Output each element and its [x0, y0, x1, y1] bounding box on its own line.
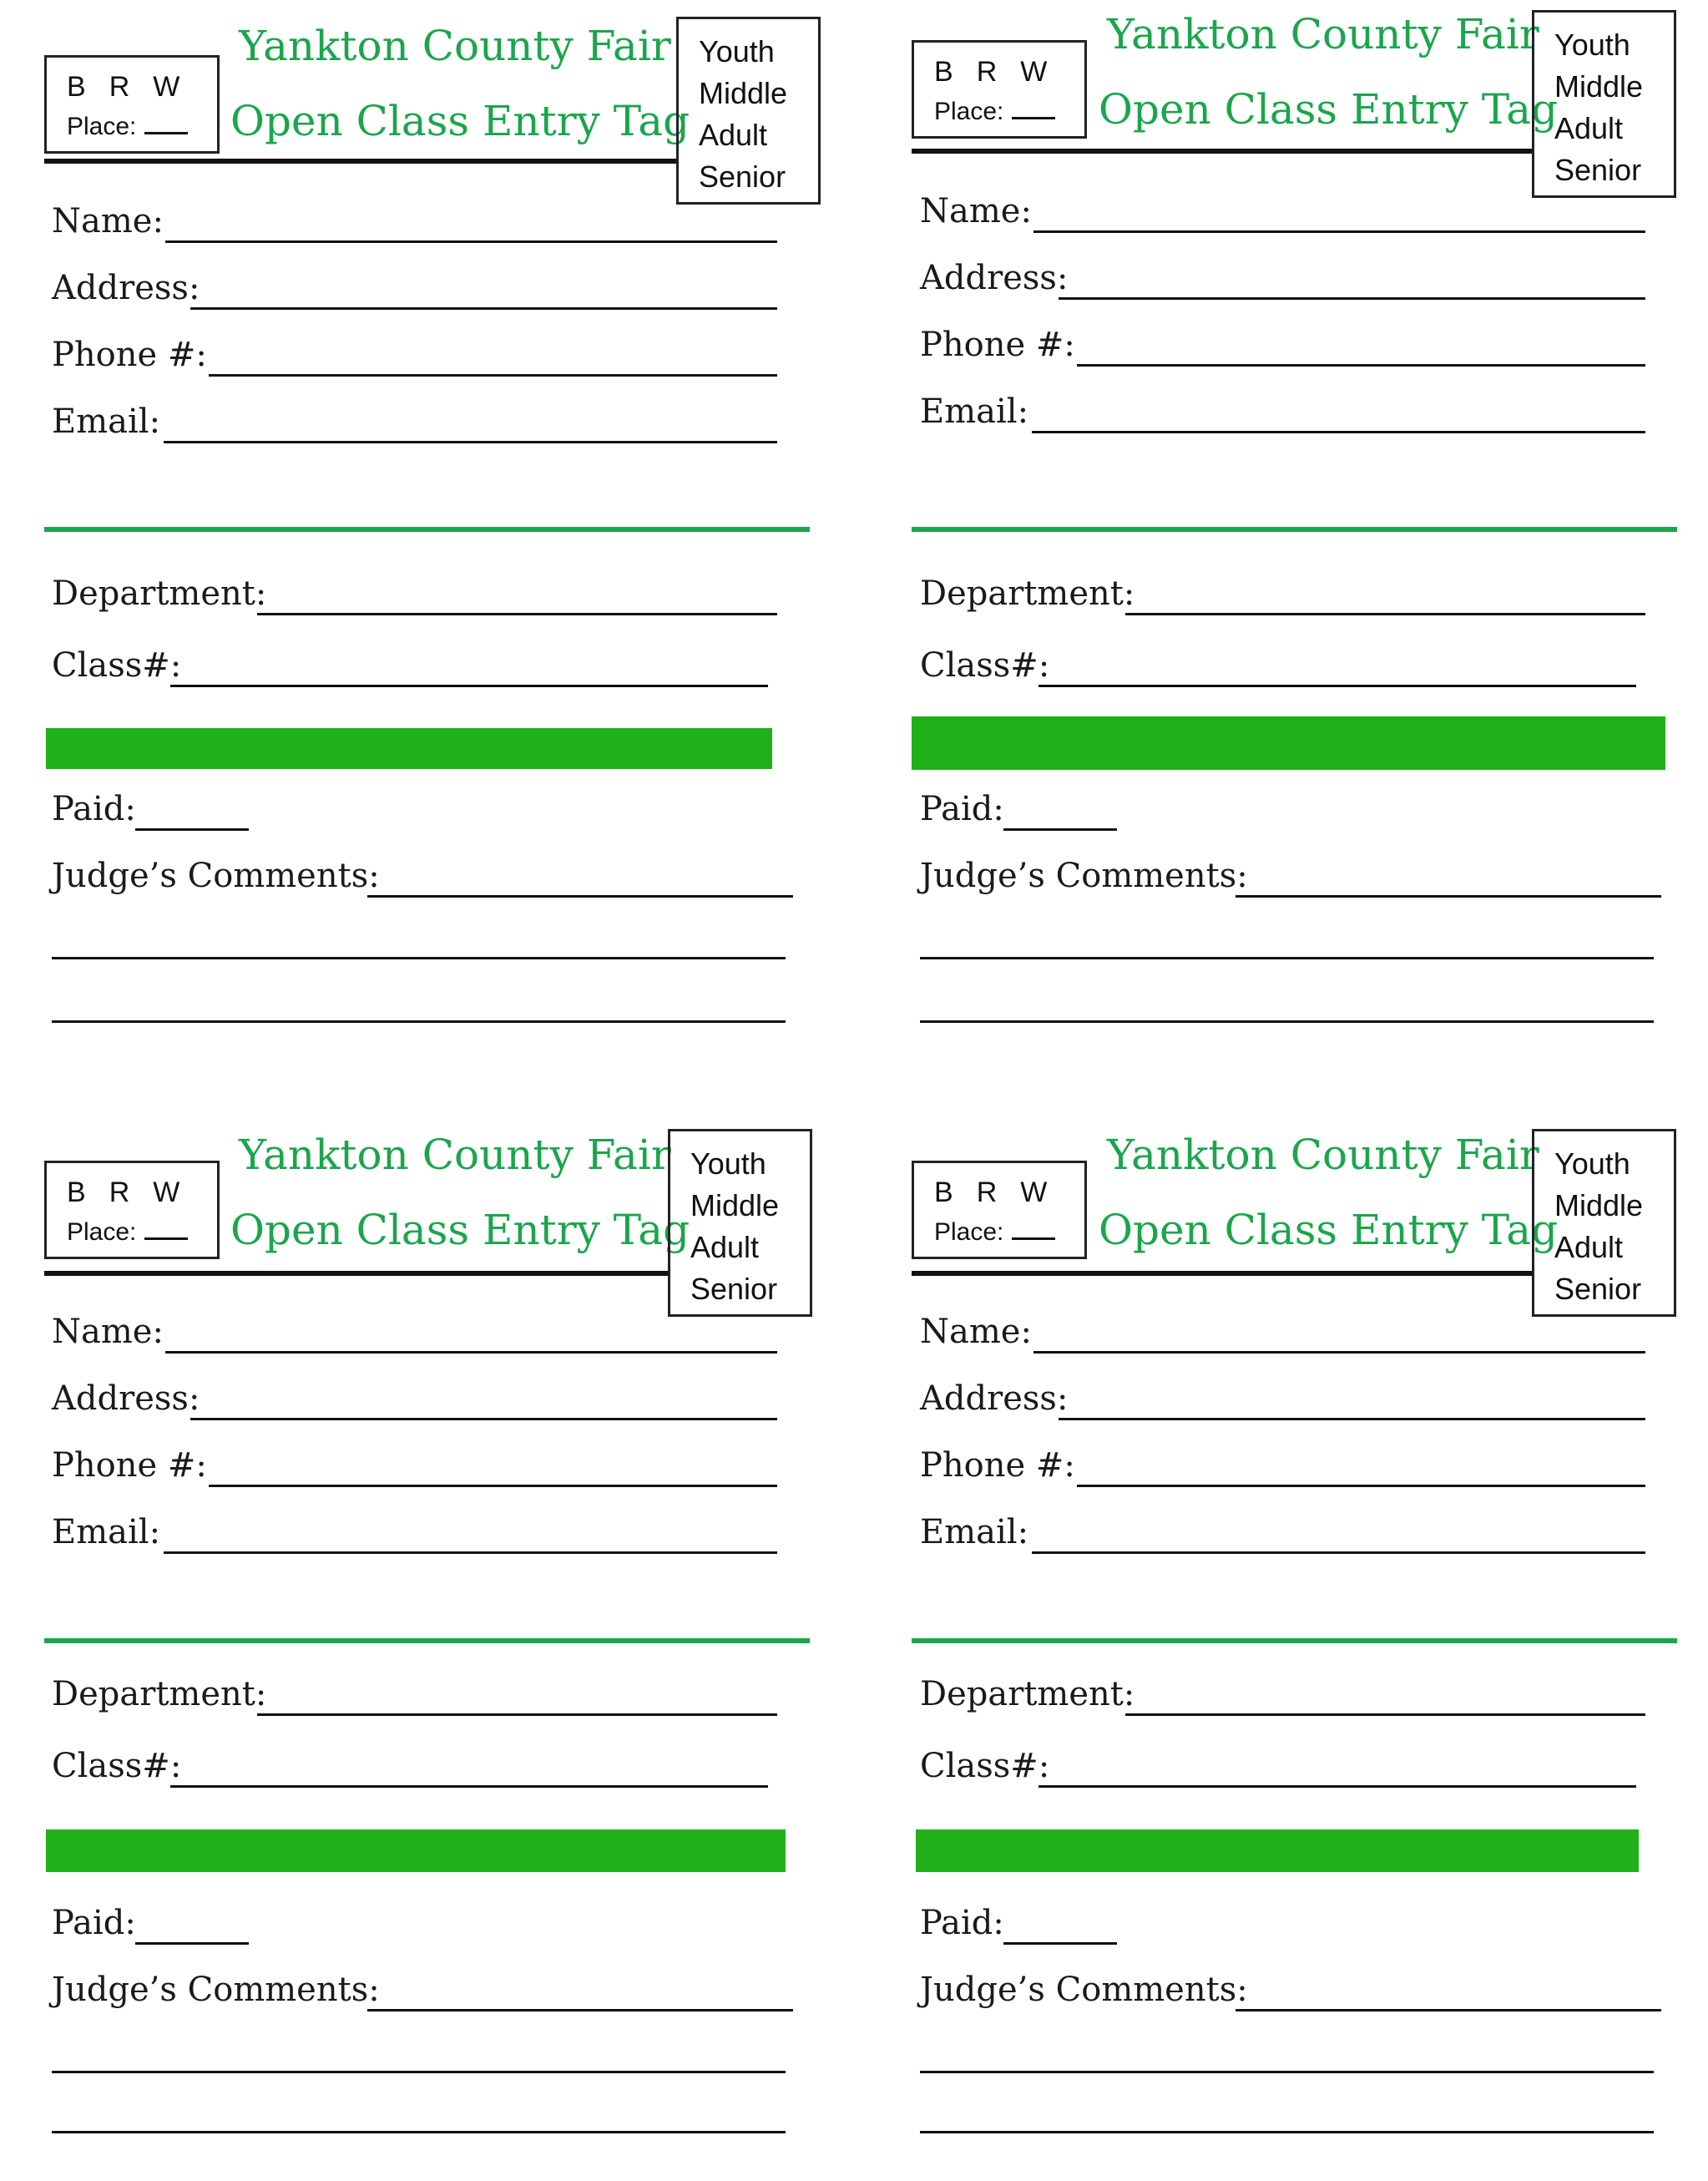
ribbon-blue[interactable]: B — [934, 56, 955, 88]
green-separator-bar — [46, 1829, 786, 1872]
paid-label: Paid: — [52, 1904, 136, 1942]
phone-label: Phone #: — [52, 1446, 207, 1485]
ribbon-place-box — [912, 1161, 1087, 1259]
ribbon-letters — [67, 1177, 203, 1209]
comments-line-3[interactable] — [52, 1020, 786, 1023]
ribbon-letters — [67, 71, 203, 104]
phone-field[interactable] — [1077, 1485, 1645, 1487]
age-option-youth[interactable]: Youth — [1554, 28, 1630, 62]
comments-line-2[interactable] — [52, 957, 786, 959]
department-field[interactable] — [257, 1713, 777, 1716]
email-field[interactable] — [164, 1551, 777, 1554]
comments-line-2[interactable] — [920, 957, 1654, 959]
comments-label: Judge’s Comments: — [52, 857, 380, 895]
department-label: Department: — [920, 1675, 1135, 1713]
fair-title: Yankton County Fair — [239, 22, 671, 70]
ribbon-blue[interactable]: B — [934, 1177, 955, 1208]
address-field[interactable] — [190, 307, 777, 310]
place-label: Place: — [67, 1218, 137, 1246]
address-label: Address: — [52, 269, 200, 307]
place-field[interactable] — [934, 1218, 1055, 1247]
tag-subtitle: Open Class Entry Tag — [230, 1206, 690, 1254]
entry-tag-top-right — [868, 0, 1708, 1057]
ribbon-red[interactable]: R — [109, 1177, 132, 1208]
name-label: Name: — [920, 1313, 1032, 1351]
comments-line-3[interactable] — [920, 1020, 1654, 1023]
ribbon-white[interactable]: W — [153, 71, 182, 103]
section-divider — [44, 1638, 810, 1643]
name-field[interactable] — [165, 1351, 777, 1354]
place-label: Place: — [67, 113, 137, 140]
paid-label: Paid: — [920, 790, 1004, 828]
comments-line-2[interactable] — [52, 2071, 786, 2073]
age-group-box — [676, 17, 821, 205]
name-field[interactable] — [165, 240, 777, 243]
phone-label: Phone #: — [52, 336, 207, 374]
ribbon-blue[interactable]: B — [67, 1177, 88, 1208]
ribbon-red[interactable]: R — [109, 71, 132, 103]
ribbon-red[interactable]: R — [976, 56, 999, 88]
class-field[interactable] — [1038, 685, 1636, 687]
age-group-box — [668, 1129, 812, 1317]
entry-tag-top-left — [0, 0, 854, 1069]
tag-subtitle: Open Class Entry Tag — [230, 97, 690, 145]
age-option-youth[interactable]: Youth — [690, 1146, 766, 1181]
class-label: Class#: — [920, 646, 1050, 685]
name-field[interactable] — [1033, 1351, 1645, 1354]
comments-label: Judge’s Comments: — [52, 1971, 380, 2009]
paid-label: Paid: — [920, 1904, 1004, 1942]
comments-label: Judge’s Comments: — [920, 857, 1248, 895]
department-label: Department: — [52, 574, 267, 613]
class-field[interactable] — [170, 685, 768, 687]
ribbon-red[interactable]: R — [976, 1177, 999, 1208]
address-label: Address: — [920, 259, 1069, 297]
fair-title: Yankton County Fair — [1107, 10, 1539, 58]
phone-field[interactable] — [209, 1485, 777, 1487]
entry-tag-bottom-right — [868, 1112, 1708, 2181]
header-divider — [44, 1271, 668, 1276]
email-label: Email: — [920, 1513, 1029, 1551]
place-blank[interactable] — [1012, 117, 1055, 119]
age-option-middle[interactable]: Middle — [690, 1188, 780, 1222]
name-label: Name: — [52, 1313, 164, 1351]
phone-field[interactable] — [1077, 364, 1645, 367]
ribbon-place-box — [44, 1161, 220, 1259]
comments-line-3[interactable] — [920, 2131, 1654, 2133]
place-blank[interactable] — [144, 1237, 188, 1240]
fair-title: Yankton County Fair — [1107, 1131, 1539, 1179]
entry-tag-bottom-left — [0, 1112, 854, 2181]
name-label: Name: — [920, 192, 1032, 230]
comments-field[interactable] — [367, 2009, 793, 2011]
section-divider — [44, 527, 810, 532]
paid-field[interactable] — [1003, 1942, 1117, 1945]
place-label: Place: — [934, 98, 1004, 125]
name-field[interactable] — [1033, 230, 1645, 233]
place-blank[interactable] — [1012, 1237, 1055, 1240]
section-divider — [912, 527, 1677, 532]
class-label: Class#: — [52, 1747, 182, 1785]
age-option-youth[interactable]: Youth — [1554, 1146, 1630, 1181]
age-option-middle[interactable]: Middle — [1554, 1188, 1644, 1222]
fair-title: Yankton County Fair — [239, 1131, 671, 1179]
department-field[interactable] — [1125, 613, 1645, 615]
comments-line-3[interactable] — [52, 2131, 786, 2133]
class-field[interactable] — [1038, 1785, 1636, 1788]
age-option-senior[interactable]: Senior — [1554, 153, 1642, 187]
header-divider — [44, 159, 676, 164]
tag-subtitle: Open Class Entry Tag — [1099, 1206, 1559, 1254]
paid-field[interactable] — [135, 828, 249, 831]
phone-label: Phone #: — [920, 1446, 1075, 1485]
green-separator-bar — [912, 716, 1665, 770]
department-field[interactable] — [1125, 1713, 1645, 1716]
age-option-adult[interactable]: Adult — [1554, 1230, 1624, 1264]
age-option-adult[interactable]: Adult — [1554, 111, 1624, 145]
header-divider — [912, 149, 1532, 154]
paid-field[interactable] — [135, 1942, 249, 1945]
ribbon-letters — [934, 1177, 1070, 1209]
ribbon-white[interactable]: W — [1020, 1177, 1049, 1208]
email-field[interactable] — [1032, 431, 1645, 433]
ribbon-white[interactable]: W — [1020, 56, 1049, 88]
ribbon-blue[interactable]: B — [67, 71, 88, 103]
address-field[interactable] — [1059, 297, 1645, 300]
comments-field[interactable] — [1236, 895, 1661, 898]
ribbon-letters — [934, 56, 1070, 89]
address-label: Address: — [920, 1379, 1069, 1418]
comments-label: Judge’s Comments: — [920, 1971, 1248, 2009]
phone-field[interactable] — [209, 374, 777, 377]
paid-field[interactable] — [1003, 828, 1117, 831]
email-label: Email: — [920, 392, 1029, 431]
comments-field[interactable] — [367, 895, 793, 898]
department-label: Department: — [920, 574, 1135, 613]
comments-line-2[interactable] — [920, 2071, 1654, 2073]
email-field[interactable] — [164, 441, 777, 443]
address-field[interactable] — [1059, 1418, 1645, 1420]
age-option-middle[interactable]: Middle — [699, 76, 788, 110]
place-field[interactable] — [67, 113, 188, 141]
green-separator-bar — [46, 728, 772, 769]
age-option-youth[interactable]: Youth — [699, 34, 775, 68]
age-group-box — [1532, 1129, 1676, 1317]
phone-label: Phone #: — [920, 326, 1075, 364]
ribbon-place-box — [912, 40, 1087, 139]
age-option-senior[interactable]: Senior — [690, 1272, 778, 1306]
class-label: Class#: — [52, 646, 182, 685]
class-field[interactable] — [170, 1785, 768, 1788]
address-field[interactable] — [190, 1418, 777, 1420]
department-field[interactable] — [257, 613, 777, 615]
age-group-box — [1532, 10, 1676, 198]
email-label: Email: — [52, 402, 161, 441]
address-label: Address: — [52, 1379, 200, 1418]
department-label: Department: — [52, 1675, 267, 1713]
header-divider — [912, 1271, 1532, 1276]
place-field[interactable] — [67, 1218, 188, 1247]
email-label: Email: — [52, 1513, 161, 1551]
green-separator-bar — [916, 1829, 1639, 1872]
class-label: Class#: — [920, 1747, 1050, 1785]
age-option-adult[interactable]: Adult — [699, 118, 768, 152]
age-option-senior[interactable]: Senior — [699, 159, 786, 194]
age-option-middle[interactable]: Middle — [1554, 69, 1644, 104]
comments-field[interactable] — [1236, 2009, 1661, 2011]
name-label: Name: — [52, 202, 164, 240]
section-divider — [912, 1638, 1677, 1643]
place-blank[interactable] — [144, 132, 188, 134]
age-option-adult[interactable]: Adult — [690, 1230, 760, 1264]
email-field[interactable] — [1032, 1551, 1645, 1554]
age-option-senior[interactable]: Senior — [1554, 1272, 1642, 1306]
ribbon-place-box — [44, 55, 220, 154]
ribbon-white[interactable]: W — [153, 1177, 182, 1208]
tag-subtitle: Open Class Entry Tag — [1099, 85, 1559, 134]
place-label: Place: — [934, 1218, 1004, 1246]
place-field[interactable] — [934, 98, 1055, 126]
paid-label: Paid: — [52, 790, 136, 828]
